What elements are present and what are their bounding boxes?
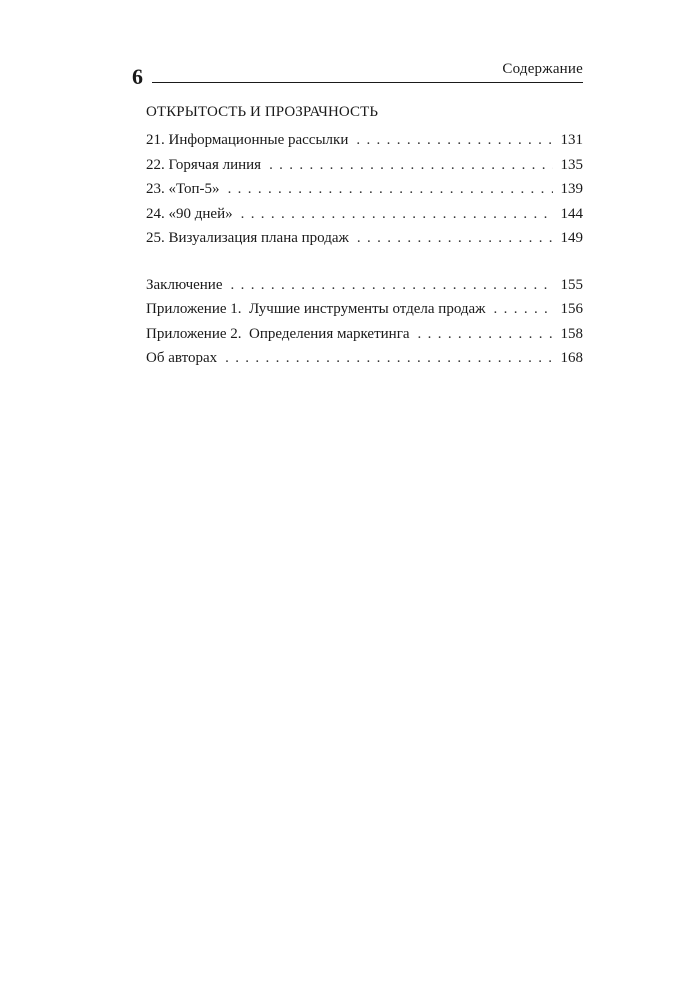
toc-entry-label: «90 дней»	[168, 205, 233, 222]
toc-entry-number: 24.	[146, 205, 165, 222]
dot-leader	[231, 273, 554, 298]
toc-entry-number: 21.	[146, 132, 165, 148]
page-number: 6	[132, 64, 143, 89]
toc-entry	[146, 153, 583, 178]
toc-entry-page: 158	[560, 325, 583, 342]
dot-leader	[241, 202, 553, 227]
toc-entry-label: Приложение 1. Лучшие инструменты отдела продаж	[146, 301, 486, 317]
toc-entry-label: Приложение 2. Определения маркетинга	[146, 325, 410, 342]
toc-entry-number: 22.	[146, 156, 165, 173]
toc-entry-page: 168	[560, 350, 583, 366]
toc-entry-page: 131	[560, 132, 583, 148]
toc-entry-page: 156	[560, 301, 583, 317]
table-of-contents	[146, 102, 583, 371]
toc-entry	[146, 297, 583, 322]
dot-leader	[269, 153, 553, 178]
toc-entry	[146, 322, 583, 347]
toc-entry-number: 23.	[146, 181, 165, 197]
toc-entry-label: Визуализация плана продаж	[168, 230, 349, 246]
toc-entry	[146, 273, 583, 298]
section-entries	[146, 128, 583, 251]
toc-entry	[146, 346, 583, 371]
toc-entry-label: Горячая линия	[168, 156, 262, 173]
running-title: Содержание	[502, 61, 583, 77]
dot-leader	[494, 297, 553, 322]
dot-leader	[356, 128, 553, 153]
toc-entry-number: 25.	[146, 230, 165, 246]
toc-entry	[146, 226, 583, 251]
toc-entry-label: Об авторах	[146, 350, 218, 366]
dot-leader	[357, 226, 553, 251]
toc-entry	[146, 128, 583, 153]
section-gap	[146, 251, 583, 273]
toc-entry-label: Заключение	[146, 276, 223, 293]
dot-leader	[418, 322, 553, 347]
toc-entry-label: «Топ-5»	[168, 181, 220, 197]
section-title: ОТКРЫТОСТЬ И ПРОЗРАЧНОСТЬ	[146, 104, 379, 120]
toc-entry-page: 149	[560, 230, 583, 246]
toc-entry	[146, 177, 583, 202]
dot-leader	[225, 346, 553, 371]
toc-entry-page: 155	[560, 276, 583, 293]
back-matter-entries	[146, 273, 583, 371]
toc-entry-label: Информационные рассылки	[168, 132, 349, 148]
toc-entry	[146, 202, 583, 227]
toc-entry-page: 135	[560, 156, 583, 173]
dot-leader	[228, 177, 553, 202]
toc-entry-page: 139	[560, 181, 583, 197]
header-rule	[152, 82, 583, 83]
toc-entry-page: 144	[560, 205, 583, 222]
